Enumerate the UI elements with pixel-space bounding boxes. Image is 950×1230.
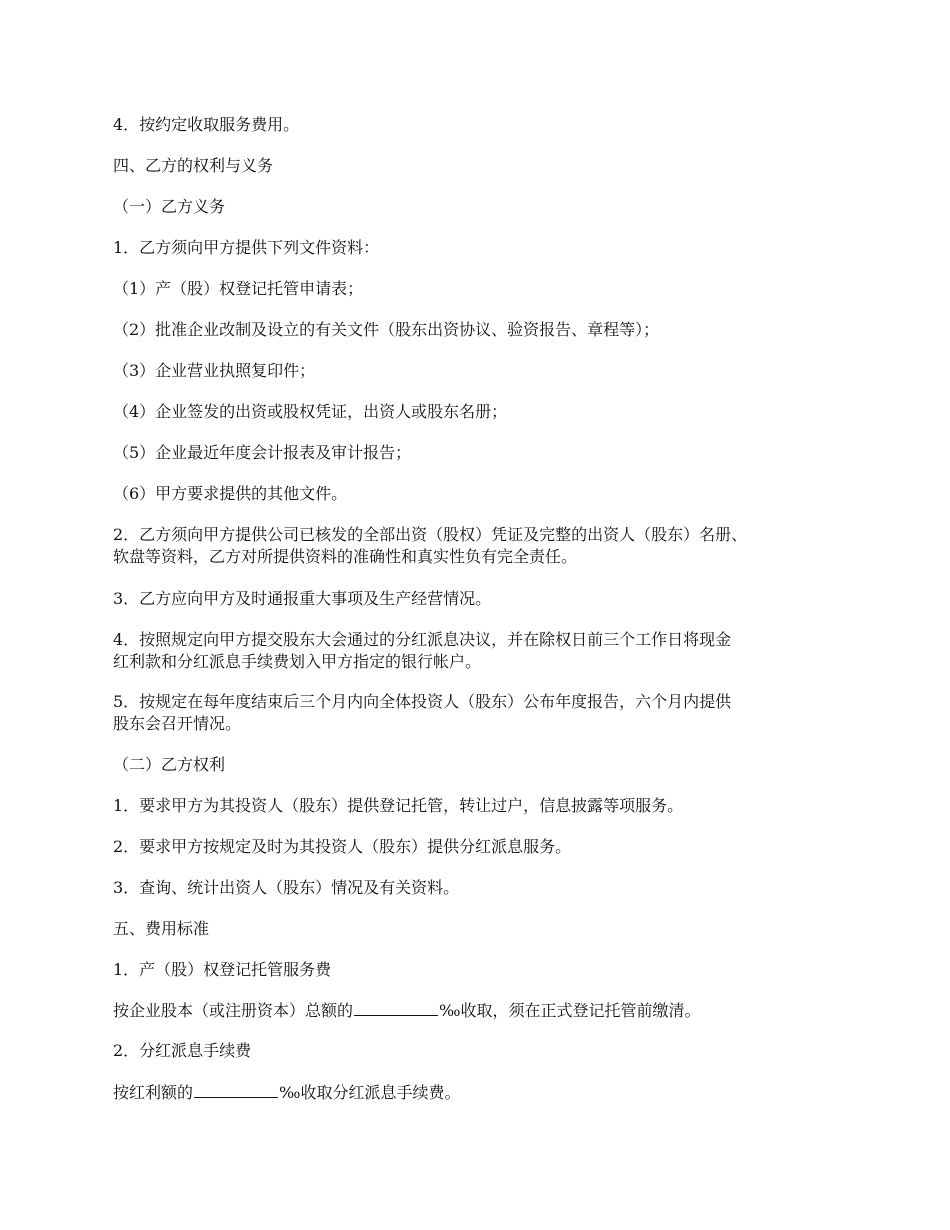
text-fragment: ‰收取，须在正式登记托管前缴清。 <box>439 1001 701 1020</box>
paragraph-right-dividend: 2．要求甲方按规定及时为其投资人（股东）提供分红派息服务。 <box>113 837 572 856</box>
paragraph-right-registration: 1．要求甲方为其投资人（股东）提供登记托管，转让过户，信息披露等项服务。 <box>113 796 684 815</box>
paragraph-shareholder-register <box>113 524 843 568</box>
paragraph-line: 5．按规定在每年度结束后三个月内向全体投资人（股东）公布年度报告，六个月内提供 <box>113 692 732 711</box>
list-item-equity-certificates: （4）企业签发的出资或股权凭证，出资人或股东名册； <box>113 402 508 421</box>
paragraph-documents-required: 1．乙方须向甲方提供下列文件资料： <box>113 238 380 257</box>
paragraph-annual-report <box>113 691 843 735</box>
text-fragment: 按红利额的 <box>113 1083 194 1102</box>
paragraph-line: 4．按照规定向甲方提交股东大会通过的分红派息决议，并在除权日前三个工作日将现金 <box>113 630 732 649</box>
section-heading-party-b: 四、乙方的权利与义务 <box>113 156 274 175</box>
section-heading-fees: 五、费用标准 <box>113 919 210 938</box>
fill-in-blank[interactable] <box>194 1081 278 1098</box>
paragraph-major-events: 3．乙方应向甲方及时通报重大事项及生产经营情况。 <box>113 589 492 608</box>
subsection-heading-obligations: （一）乙方义务 <box>113 197 226 216</box>
list-item-application-form: （1）产（股）权登记托管申请表； <box>113 279 364 298</box>
fill-in-blank[interactable] <box>354 999 438 1016</box>
paragraph-line: 软盘等资料，乙方对所提供资料的准确性和真实性负有完全责任。 <box>113 547 578 566</box>
list-item-business-license: （3）企业营业执照复印件； <box>113 361 316 380</box>
paragraph-line: 2．乙方须向甲方提供公司已核发的全部出资（股权）凭证及完整的出资人（股东）名册、 <box>113 525 748 544</box>
paragraph-dividend-fee-rate <box>113 1081 843 1104</box>
paragraph-registration-fee-rate <box>113 999 843 1022</box>
paragraph-fee-collection: 4．按约定收取服务费用。 <box>113 115 300 134</box>
paragraph-line: 红利款和分红派息手续费划入甲方指定的银行帐户。 <box>113 652 482 671</box>
subsection-heading-rights: （二）乙方权利 <box>113 755 226 774</box>
paragraph-registration-fee-heading: 1．产（股）权登记托管服务费 <box>113 960 332 979</box>
paragraph-dividend-resolution <box>113 629 843 673</box>
text-fragment: 按企业股本（或注册资本）总额的 <box>113 1001 354 1020</box>
list-item-financial-reports: （5）企业最近年度会计报表及审计报告； <box>113 443 412 462</box>
text-fragment: ‰收取分红派息手续费。 <box>279 1083 461 1102</box>
paragraph-line: 股东会召开情况。 <box>113 714 242 733</box>
paragraph-dividend-fee-heading: 2．分红派息手续费 <box>113 1041 252 1060</box>
list-item-other-documents: （6）甲方要求提供的其他文件。 <box>113 484 348 503</box>
paragraph-right-query: 3．查询、统计出资人（股东）情况及有关资料。 <box>113 878 460 897</box>
list-item-approval-documents: （2）批准企业改制及设立的有关文件（股东出资协议、验资报告、章程等）； <box>113 320 660 339</box>
